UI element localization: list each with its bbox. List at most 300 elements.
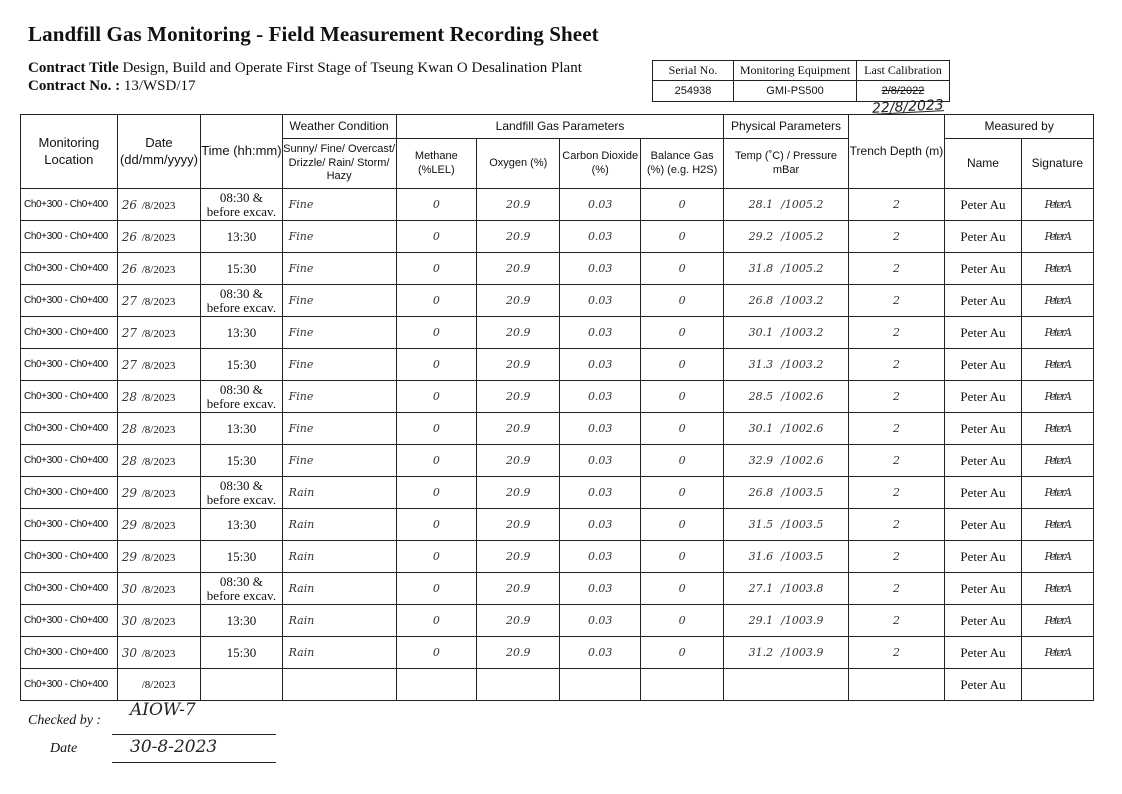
cell-signature: PeterA: [1021, 189, 1093, 221]
cell-weather: Rain: [282, 477, 396, 509]
cell-time: [201, 253, 282, 285]
header-gas-group: Landfill Gas Parameters: [396, 115, 724, 139]
cell-co2: 0.03: [560, 285, 640, 317]
cell-location: Ch0+300 - Ch0+400: [21, 317, 118, 349]
cell-co2: 0.03: [560, 189, 640, 221]
time-line-2: before excav.: [206, 587, 276, 603]
cell-temp-pressure: [724, 573, 848, 605]
cell-oxygen: 20.9: [477, 381, 560, 413]
table-row: [21, 477, 1094, 509]
cell-oxygen: 20.9: [477, 445, 560, 477]
cell-methane: 0: [396, 349, 476, 381]
cell-signature: PeterA: [1021, 253, 1093, 285]
checked-by-value: AIOW-7: [130, 700, 196, 720]
date-month-year: /8/2023: [141, 231, 176, 244]
cell-time: [201, 349, 282, 381]
cell-name: Peter Au: [945, 605, 1021, 637]
pressure-value: /1003.2: [781, 358, 824, 371]
date-month-year: /8/2023: [141, 487, 176, 500]
cell-date: [117, 349, 200, 381]
cell-methane: 0: [396, 285, 476, 317]
cell-name: Peter Au: [945, 637, 1021, 669]
cell-co2: 0.03: [560, 349, 640, 381]
date-day: 29: [121, 517, 137, 532]
time-line-1: 15:30: [226, 644, 257, 660]
cell-weather: Fine: [282, 189, 396, 221]
date-day: 27: [121, 357, 137, 372]
header-signature: Signature: [1021, 139, 1093, 189]
checked-by-line: [112, 734, 276, 735]
header-oxygen: Oxygen (%): [477, 139, 560, 189]
cell-temp-pressure: [724, 189, 848, 221]
cell-depth: 2: [848, 573, 945, 605]
cell-oxygen: 20.9: [477, 189, 560, 221]
cell-co2: 0.03: [560, 605, 640, 637]
cell-balance: 0: [640, 573, 724, 605]
cell-methane: 0: [396, 573, 476, 605]
cell-signature: PeterA: [1021, 285, 1093, 317]
cell-temp-pressure: [724, 413, 848, 445]
table-row: [21, 317, 1094, 349]
cell-co2: 0.03: [560, 381, 640, 413]
table-row: [21, 285, 1094, 317]
date-day: 30: [121, 613, 137, 628]
cell-methane: 0: [396, 221, 476, 253]
cell-date: [117, 221, 200, 253]
header-date: Date (dd/mm/yyyy): [117, 115, 200, 189]
cell-balance: 0: [640, 541, 724, 573]
cell-temp-pressure: [724, 669, 848, 701]
cell-date: [117, 605, 200, 637]
time-line-1: 08:30 &: [219, 285, 263, 301]
time-line-1: 15:30: [226, 548, 257, 564]
cell-signature: PeterA: [1021, 349, 1093, 381]
pressure-value: /1002.6: [781, 422, 824, 435]
cell-signature: PeterA: [1021, 413, 1093, 445]
cell-depth: 2: [848, 445, 945, 477]
table-row: [21, 381, 1094, 413]
cell-depth: 2: [848, 253, 945, 285]
contract-no-value: 13/WSD/17: [123, 78, 196, 94]
cell-weather: Rain: [282, 637, 396, 669]
cell-co2: 0.03: [560, 445, 640, 477]
cell-methane: [396, 669, 476, 701]
cell-oxygen: 20.9: [477, 477, 560, 509]
cell-oxygen: 20.9: [477, 253, 560, 285]
date-month-year: /8/2023: [141, 647, 176, 660]
cell-temp-pressure: [724, 285, 848, 317]
time-line-1: 15:30: [226, 356, 257, 372]
cell-weather: Fine: [282, 285, 396, 317]
cell-temp-pressure: [724, 253, 848, 285]
header-name: Name: [945, 139, 1021, 189]
cell-signature: PeterA: [1021, 445, 1093, 477]
cell-temp-pressure: [724, 381, 848, 413]
date-day: 30: [121, 581, 137, 596]
cell-date: [117, 477, 200, 509]
cell-co2: 0.03: [560, 221, 640, 253]
cell-methane: 0: [396, 445, 476, 477]
cell-depth: 2: [848, 381, 945, 413]
cell-time: [201, 189, 282, 221]
temperature-value: 28.5: [748, 390, 774, 403]
cell-signature: PeterA: [1021, 477, 1093, 509]
cell-weather: Fine: [282, 445, 396, 477]
cell-co2: 0.03: [560, 637, 640, 669]
cell-signature: PeterA: [1021, 381, 1093, 413]
page-title: Landfill Gas Monitoring - Field Measurement Recording Sheet: [28, 22, 599, 46]
cell-balance: 0: [640, 445, 724, 477]
cell-time: [201, 221, 282, 253]
equipment-label: Monitoring Equipment: [734, 61, 857, 81]
contract-title-line: [28, 60, 582, 77]
cell-name: Peter Au: [945, 285, 1021, 317]
cell-depth: 2: [848, 477, 945, 509]
cell-oxygen: 20.9: [477, 317, 560, 349]
cell-time: [201, 573, 282, 605]
cell-co2: [560, 669, 640, 701]
cell-name: Peter Au: [945, 541, 1021, 573]
pressure-value: /1002.6: [781, 454, 824, 467]
cell-name: Peter Au: [945, 445, 1021, 477]
time-line-2: before excav.: [206, 203, 276, 219]
cell-balance: 0: [640, 253, 724, 285]
cell-balance: 0: [640, 509, 724, 541]
temperature-value: 29.1: [748, 614, 774, 627]
header-weather: Sunny/ Fine/ Overcast/ Drizzle/ Rain/ Storm/ Hazy: [282, 139, 396, 189]
cell-weather: [282, 669, 396, 701]
date-label: Date: [50, 741, 78, 756]
cell-time: [201, 381, 282, 413]
cell-signature: [1021, 669, 1093, 701]
date-day: 26: [121, 197, 137, 212]
contract-no-line: [28, 78, 195, 95]
cell-balance: 0: [640, 349, 724, 381]
date-day: 30: [121, 645, 137, 660]
cell-balance: 0: [640, 381, 724, 413]
cell-location: Ch0+300 - Ch0+400: [21, 285, 118, 317]
temperature-value: 28.1: [748, 198, 774, 211]
pressure-value: /1005.2: [781, 230, 824, 243]
cell-time: [201, 541, 282, 573]
cell-temp-pressure: [724, 605, 848, 637]
temperature-value: 27.1: [748, 582, 774, 595]
pressure-value: /1003.5: [781, 550, 824, 563]
header-physical-group: Physical Parameters: [724, 115, 848, 139]
table-row: [21, 445, 1094, 477]
equipment-value: GMI-PS500: [734, 81, 857, 102]
table-row: [21, 573, 1094, 605]
cell-methane: 0: [396, 381, 476, 413]
cell-balance: 0: [640, 477, 724, 509]
cell-balance: 0: [640, 637, 724, 669]
cell-weather: Fine: [282, 413, 396, 445]
calibration-label: Last Calibration: [857, 61, 950, 81]
date-day: 29: [121, 549, 137, 564]
time-line-1: 13:30: [226, 612, 257, 628]
time-line-1: 08:30 &: [219, 573, 263, 589]
date-month-year: /8/2023: [141, 423, 176, 436]
time-line-1: 13:30: [226, 516, 257, 532]
date-day: 26: [121, 229, 137, 244]
date-day: 26: [121, 261, 137, 276]
cell-oxygen: 20.9: [477, 637, 560, 669]
date-day: 28: [121, 389, 137, 404]
cell-oxygen: 20.9: [477, 413, 560, 445]
cell-signature: PeterA: [1021, 509, 1093, 541]
contract-no-label: Contract No. :: [28, 78, 121, 94]
cell-temp-pressure: [724, 317, 848, 349]
date-month-year: /8/2023: [141, 391, 176, 404]
equipment-table: [652, 60, 950, 102]
temperature-value: 31.3: [748, 358, 774, 371]
pressure-value: /1005.2: [781, 262, 824, 275]
cell-weather: Fine: [282, 221, 396, 253]
time-line-1: 08:30 &: [219, 381, 263, 397]
cell-signature: PeterA: [1021, 317, 1093, 349]
cell-date: [117, 189, 200, 221]
cell-date: [117, 253, 200, 285]
cell-location: Ch0+300 - Ch0+400: [21, 445, 118, 477]
cell-date: [117, 669, 200, 701]
cell-location: Ch0+300 - Ch0+400: [21, 669, 118, 701]
time-line-1: 08:30 &: [219, 477, 263, 493]
header-location: Monitoring Location: [21, 115, 118, 189]
cell-date: [117, 573, 200, 605]
contract-title-value: Design, Build and Operate First Stage of Tseung Kwan O Desalination Plant: [122, 60, 582, 76]
time-line-1: 08:30 &: [219, 189, 263, 205]
pressure-value: /1003.9: [781, 614, 824, 627]
cell-temp-pressure: [724, 509, 848, 541]
cell-signature: PeterA: [1021, 605, 1093, 637]
cell-time: [201, 445, 282, 477]
cell-time: [201, 605, 282, 637]
cell-co2: 0.03: [560, 317, 640, 349]
time-line-1: 15:30: [226, 452, 257, 468]
cell-methane: 0: [396, 317, 476, 349]
time-line-2: before excav.: [206, 299, 276, 315]
pressure-value: /1003.2: [781, 326, 824, 339]
cell-date: [117, 445, 200, 477]
cell-time: [201, 285, 282, 317]
cell-location: Ch0+300 - Ch0+400: [21, 381, 118, 413]
pressure-value: /1003.9: [781, 646, 824, 659]
date-day: 27: [121, 293, 137, 308]
cell-date: [117, 541, 200, 573]
cell-signature: PeterA: [1021, 541, 1093, 573]
cell-location: Ch0+300 - Ch0+400: [21, 253, 118, 285]
temperature-value: 30.1: [748, 326, 774, 339]
cell-name: Peter Au: [945, 189, 1021, 221]
table-row: [21, 637, 1094, 669]
header-balance-gas: Balance Gas (%) (e.g. H2S): [640, 139, 724, 189]
cell-weather: Fine: [282, 253, 396, 285]
pressure-value: /1003.2: [781, 294, 824, 307]
cell-methane: 0: [396, 637, 476, 669]
cell-temp-pressure: [724, 445, 848, 477]
cell-co2: 0.03: [560, 541, 640, 573]
cell-temp-pressure: [724, 477, 848, 509]
cell-name: Peter Au: [945, 669, 1021, 701]
cell-oxygen: [477, 669, 560, 701]
date-month-year: /8/2023: [141, 199, 176, 212]
time-line-1: 15:30: [226, 260, 257, 276]
measurement-table: [20, 114, 1094, 701]
date-month-year: /8/2023: [141, 455, 176, 468]
cell-balance: 0: [640, 285, 724, 317]
cell-methane: 0: [396, 413, 476, 445]
pressure-value: /1002.6: [781, 390, 824, 403]
cell-name: Peter Au: [945, 573, 1021, 605]
cell-weather: Rain: [282, 573, 396, 605]
table-row: [21, 221, 1094, 253]
contract-title-label: Contract Title: [28, 60, 119, 76]
cell-depth: 2: [848, 605, 945, 637]
cell-location: Ch0+300 - Ch0+400: [21, 189, 118, 221]
time-line-2: before excav.: [206, 395, 276, 411]
serial-value: 254938: [653, 81, 734, 102]
cell-weather: Rain: [282, 605, 396, 637]
cell-co2: 0.03: [560, 573, 640, 605]
pressure-value: /1003.5: [781, 486, 824, 499]
header-measured-group: Measured by: [945, 115, 1094, 139]
cell-date: [117, 413, 200, 445]
temperature-value: 29.2: [748, 230, 774, 243]
cell-time: [201, 637, 282, 669]
cell-methane: 0: [396, 605, 476, 637]
cell-weather: Fine: [282, 349, 396, 381]
pressure-value: /1005.2: [781, 198, 824, 211]
cell-location: Ch0+300 - Ch0+400: [21, 477, 118, 509]
cell-time: [201, 477, 282, 509]
date-month-year: /8/2023: [141, 551, 176, 564]
temperature-value: 26.8: [748, 486, 774, 499]
table-row: [21, 605, 1094, 637]
cell-name: Peter Au: [945, 253, 1021, 285]
cell-co2: 0.03: [560, 477, 640, 509]
temperature-value: 31.2: [748, 646, 774, 659]
cell-oxygen: 20.9: [477, 541, 560, 573]
cell-temp-pressure: [724, 541, 848, 573]
date-day: 28: [121, 421, 137, 436]
temperature-value: 31.6: [748, 550, 774, 563]
header-carbon-dioxide: Carbon Dioxide (%): [560, 139, 640, 189]
date-month-year: /8/2023: [141, 678, 176, 691]
cell-name: Peter Au: [945, 477, 1021, 509]
cell-signature: PeterA: [1021, 637, 1093, 669]
cell-depth: 2: [848, 189, 945, 221]
table-row: [21, 349, 1094, 381]
cell-date: [117, 285, 200, 317]
cell-location: Ch0+300 - Ch0+400: [21, 221, 118, 253]
temperature-value: 26.8: [748, 294, 774, 307]
checked-by-label: Checked by :: [28, 713, 102, 728]
time-line-1: 13:30: [226, 324, 257, 340]
cell-signature: PeterA: [1021, 221, 1093, 253]
temperature-value: 31.8: [748, 262, 774, 275]
cell-weather: Fine: [282, 381, 396, 413]
date-month-year: /8/2023: [141, 295, 176, 308]
cell-name: Peter Au: [945, 381, 1021, 413]
cell-time: [201, 509, 282, 541]
time-line-1: 13:30: [226, 228, 257, 244]
temperature-value: 32.9: [748, 454, 774, 467]
date-line: [112, 762, 276, 763]
cell-weather: Rain: [282, 509, 396, 541]
calibration-handwritten-value: 22/8/2023: [871, 97, 945, 117]
cell-time: [201, 413, 282, 445]
cell-location: Ch0+300 - Ch0+400: [21, 573, 118, 605]
date-day: 28: [121, 453, 137, 468]
cell-depth: 2: [848, 349, 945, 381]
cell-co2: 0.03: [560, 253, 640, 285]
header-temp-pressure: Temp (˚C) / Pressure mBar: [724, 139, 848, 189]
cell-depth: 2: [848, 509, 945, 541]
header-weather-group: Weather Condition: [282, 115, 396, 139]
cell-oxygen: 20.9: [477, 573, 560, 605]
cell-time: [201, 317, 282, 349]
cell-methane: 0: [396, 477, 476, 509]
cell-oxygen: 20.9: [477, 349, 560, 381]
cell-time: [201, 669, 282, 701]
cell-depth: 2: [848, 541, 945, 573]
header-trench-depth: Trench Depth (m): [848, 115, 945, 189]
cell-depth: 2: [848, 413, 945, 445]
cell-location: Ch0+300 - Ch0+400: [21, 637, 118, 669]
date-month-year: /8/2023: [141, 327, 176, 340]
cell-location: Ch0+300 - Ch0+400: [21, 605, 118, 637]
pressure-value: /1003.5: [781, 518, 824, 531]
cell-balance: 0: [640, 605, 724, 637]
cell-methane: 0: [396, 509, 476, 541]
cell-date: [117, 317, 200, 349]
cell-balance: [640, 669, 724, 701]
date-day: 27: [121, 325, 137, 340]
table-row: [21, 253, 1094, 285]
cell-location: Ch0+300 - Ch0+400: [21, 413, 118, 445]
serial-label: Serial No.: [653, 61, 734, 81]
cell-depth: [848, 669, 945, 701]
cell-depth: 2: [848, 285, 945, 317]
cell-name: Peter Au: [945, 221, 1021, 253]
date-month-year: /8/2023: [141, 615, 176, 628]
cell-temp-pressure: [724, 349, 848, 381]
cell-oxygen: 20.9: [477, 221, 560, 253]
cell-weather: Fine: [282, 317, 396, 349]
cell-methane: 0: [396, 541, 476, 573]
cell-depth: 2: [848, 637, 945, 669]
cell-balance: 0: [640, 221, 724, 253]
cell-date: [117, 509, 200, 541]
date-month-year: /8/2023: [141, 263, 176, 276]
cell-oxygen: 20.9: [477, 509, 560, 541]
cell-methane: 0: [396, 189, 476, 221]
cell-depth: 2: [848, 317, 945, 349]
cell-location: Ch0+300 - Ch0+400: [21, 541, 118, 573]
cell-depth: 2: [848, 221, 945, 253]
cell-balance: 0: [640, 413, 724, 445]
date-month-year: /8/2023: [141, 359, 176, 372]
date-month-year: /8/2023: [141, 583, 176, 596]
date-value: 30-8-2023: [130, 737, 218, 757]
cell-balance: 0: [640, 317, 724, 349]
cell-temp-pressure: [724, 221, 848, 253]
cell-name: Peter Au: [945, 413, 1021, 445]
cell-name: Peter Au: [945, 349, 1021, 381]
table-row: [21, 669, 1094, 701]
temperature-value: 31.5: [748, 518, 774, 531]
table-row: [21, 541, 1094, 573]
